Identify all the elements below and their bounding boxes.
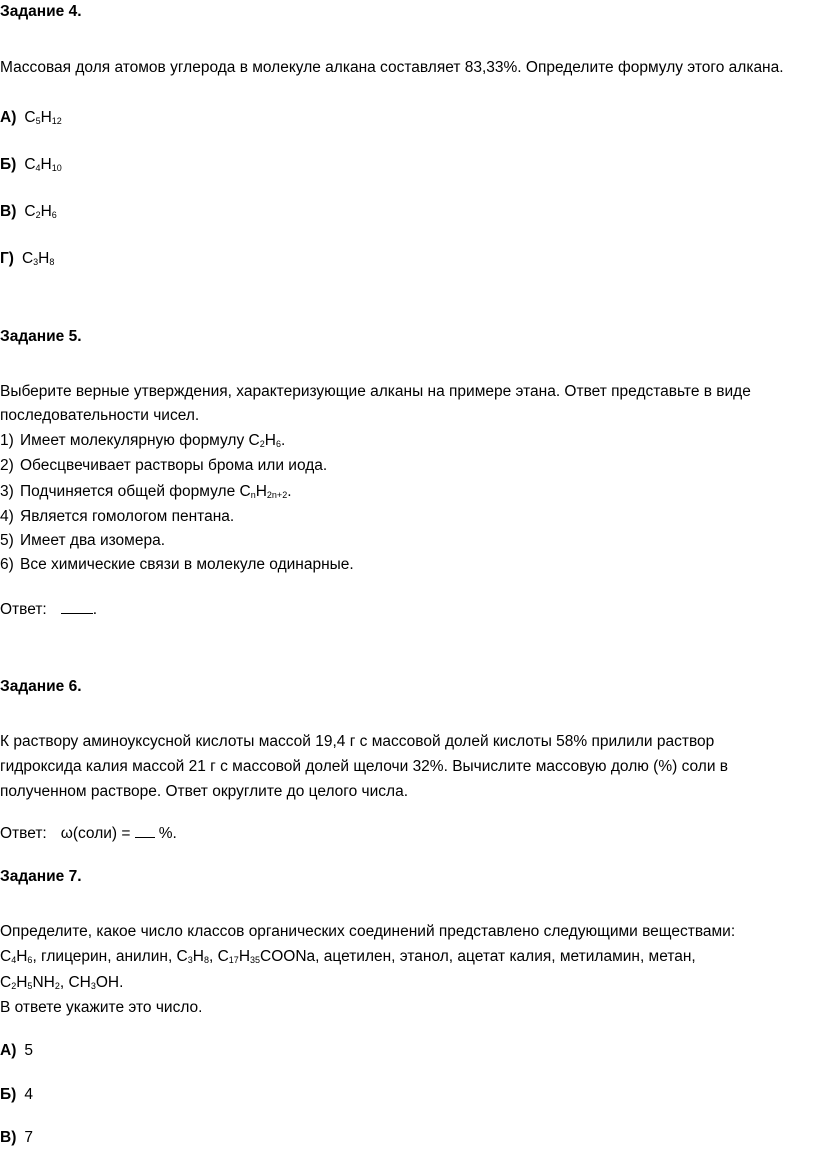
task5-item-1: 1) Имеет молекулярную формулу $C_2H_6$.: [0, 432, 286, 449]
task5-item-3: 3) Подчиняется общей формуле $C_nH_{2n+2}$.: [0, 483, 292, 500]
task7-heading: Задание 7.: [0, 868, 82, 885]
task7-option-a: А) 5: [0, 1042, 33, 1059]
task4-option-b: Б) $C_4H_{10}$: [0, 156, 62, 173]
task5-item-4: 4) Является гомологом пентана.: [0, 508, 235, 525]
task4-option-c: В) $C_2H_6$: [0, 203, 57, 220]
task5-heading: Задание 5.: [0, 328, 82, 345]
task7-option-c: В) 7: [0, 1129, 33, 1146]
task6-line3: полученном растворе. Ответ округлите до целого числа.: [0, 783, 408, 800]
task5-answer-line: Ответ: .: [0, 601, 98, 618]
task5-item-2: 2) Обесцвечивает растворы брома или иода.: [0, 457, 328, 474]
task5-intro-line1: Выберите верные утверждения, характеризующие алканы на примере этана. Ответ представьте в виде: [0, 383, 751, 400]
task5-item-6: 6) Все химические связи в молекуле одинарные.: [0, 556, 354, 573]
task5-intro-line2: последовательности чисел.: [0, 407, 200, 424]
task6-answer-line: Ответ: ω(соли) = %.: [0, 825, 177, 842]
task4-option-a: А) $C_5H_{12}$: [0, 109, 62, 126]
task7-line4: В ответе укажите это число.: [0, 999, 203, 1016]
task6-answer-blank[interactable]: [135, 824, 155, 838]
task7-line2: $C_4H_6$, глицерин, анилин, $C_3H_8$, $C_{17}H_{35}COONa$, ацетилен, этанол, ацетат калия, метиламин, метан,: [0, 948, 696, 965]
task5-answer-blank[interactable]: [61, 600, 93, 614]
task7-line1: Определите, какое число классов органических соединений представлено следующими веществами:: [0, 923, 736, 940]
task7-option-b: Б) 4: [0, 1086, 33, 1103]
task4-option-d: Г) $C_3H_8$: [0, 250, 55, 267]
task6-answer-label: Ответ:: [0, 825, 47, 842]
task5-item-5: 5) Имеет два изомера.: [0, 532, 165, 549]
task4-question: Массовая доля атомов углерода в молекуле алкана составляет 83,33%. Определите формулу этого алкана.: [0, 59, 784, 76]
task7-line3: $C_2H_5NH_2$, $CH_3OH$.: [0, 974, 124, 991]
task6-heading: Задание 6.: [0, 678, 82, 695]
task6-line2: гидроксида калия массой 21 г с массовой долей щелочи 32%. Вычислите массовую долю (%) соли в: [0, 758, 729, 775]
task4-heading: Задание 4.: [0, 3, 82, 20]
task6-line1: К раствору аминоуксусной кислоты массой 19,4 г с массовой долей кислоты 58% прилили раствор: [0, 733, 715, 750]
task5-answer-label: Ответ:: [0, 601, 47, 618]
